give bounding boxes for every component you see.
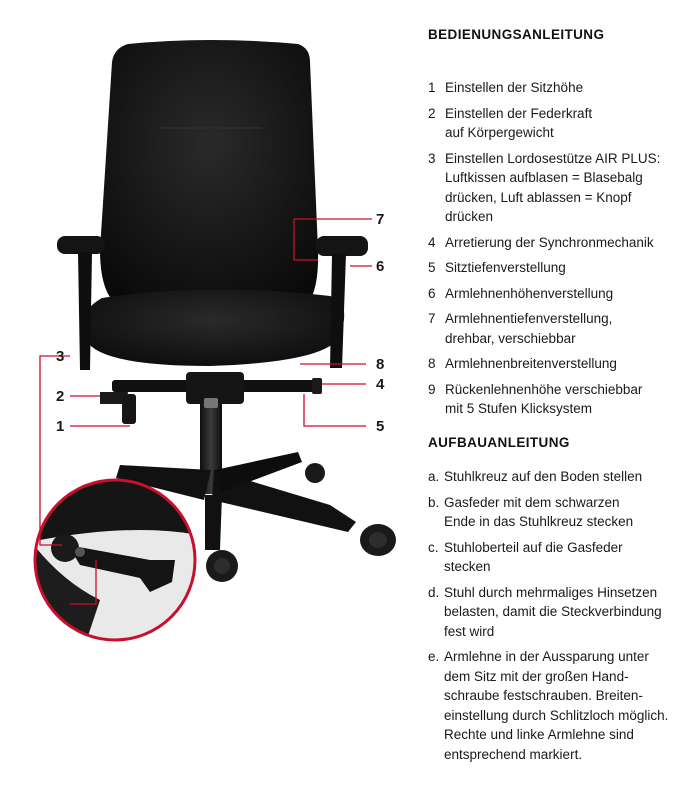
- list-item: [428, 78, 660, 98]
- list-item: [428, 467, 668, 487]
- item-number: 6: [428, 285, 436, 301]
- item-text-line: drehbar, verschiebbar: [445, 330, 576, 346]
- item-text-line: Armlehnenbreitenverstellung: [445, 356, 617, 371]
- item-text-line: einstellung durch Schlitzloch möglich.: [444, 707, 669, 723]
- item-text-line: mit 5 Stufen Klicksystem: [445, 401, 593, 416]
- item-text-line: Stuhl durch mehrmaliges Hinsetzen: [444, 584, 658, 600]
- item-number: 9: [428, 381, 436, 397]
- item-text-line: schraube festschrauben. Breiten-: [444, 688, 643, 703]
- callout-3: 3: [56, 348, 65, 365]
- item-text-line: drücken, Luft ablassen = Knopf: [445, 189, 632, 205]
- item-text-line: auf Körpergewicht: [445, 125, 554, 140]
- left-armrest-pad: [57, 236, 105, 254]
- list-item: [428, 583, 668, 642]
- item-text-line: Sitztiefenverstellung: [445, 260, 566, 275]
- item-number: 2: [428, 105, 436, 121]
- item-text-line: Gasfeder mit dem schwarzen: [444, 494, 620, 510]
- item-text-line: Rechte und linke Armlehne sind: [444, 727, 634, 742]
- detail-magnifier: [20, 468, 220, 660]
- item-text-line: belasten, damit die Steckverbindung: [444, 604, 662, 619]
- item-text-line: Armlehne in der Aussparung unter: [444, 649, 649, 664]
- callout-1: 1: [56, 418, 65, 435]
- item-text-line: stecken: [444, 559, 491, 574]
- list-item: [428, 258, 660, 278]
- callout-4: 4: [376, 376, 385, 393]
- item-text-line: fest wird: [444, 623, 495, 639]
- list-item: [428, 380, 660, 419]
- item-text-line: Luftkissen aufblasen = Blasebalg: [445, 170, 643, 185]
- right-armrest-pad: [316, 236, 368, 256]
- item-number: d.: [428, 584, 440, 600]
- item-text-line: Armlehnenhöhenverstellung: [445, 285, 614, 301]
- item-text-line: Einstellen Lordosestütze AIR PLUS:: [445, 150, 661, 166]
- seat: [83, 289, 344, 366]
- item-text-line: Einstellen der Sitzhöhe: [445, 80, 584, 95]
- list-item: [428, 309, 660, 348]
- assembly-heading: AUFBAUANLEITUNG: [428, 435, 570, 450]
- backrest: [100, 40, 318, 300]
- item-number: e.: [428, 649, 440, 664]
- item-number: 7: [428, 311, 436, 326]
- callout-8: 8: [376, 356, 385, 373]
- list-item: [428, 149, 660, 227]
- item-number: b.: [428, 494, 440, 510]
- item-text-line: Armlehnentiefenverstellung,: [445, 311, 613, 326]
- item-text-line: Stuhlkreuz auf den Boden stellen: [444, 469, 643, 484]
- item-text-line: Rückenlehnenhöhe verschiebbar: [445, 381, 643, 397]
- callout-8-detail: 8: [56, 596, 65, 613]
- assembly-list: [428, 467, 668, 770]
- item-number: 3: [428, 150, 436, 166]
- list-item: [428, 233, 660, 253]
- callout-5: 5: [376, 418, 385, 435]
- item-number: 1: [428, 80, 436, 95]
- callout-7: 7: [376, 211, 385, 228]
- operating-heading: BEDIENUNGSANLEITUNG: [428, 27, 605, 42]
- item-number: c.: [428, 539, 439, 555]
- list-item: [428, 284, 660, 304]
- callout-6: 6: [376, 258, 385, 275]
- list-item: [428, 493, 668, 532]
- item-text-line: Ende in das Stuhlkreuz stecken: [444, 514, 634, 529]
- item-number: 4: [428, 234, 436, 250]
- list-item: [428, 647, 668, 764]
- list-item: [428, 538, 668, 577]
- list-item: [428, 354, 660, 374]
- item-number: a.: [428, 469, 440, 484]
- list-item: [428, 104, 660, 143]
- item-text-line: entsprechend markiert.: [444, 746, 583, 762]
- item-number: 8: [428, 356, 436, 371]
- item-text-line: Stuhloberteil auf die Gasfeder: [444, 539, 623, 555]
- item-text-line: dem Sitz mit der großen Hand-: [444, 668, 629, 684]
- item-text-line: Arretierung der Synchronmechanik: [445, 234, 654, 250]
- operating-list: [428, 78, 660, 425]
- item-text-line: drücken: [445, 209, 494, 224]
- item-text-line: Einstellen der Federkraft: [445, 105, 593, 121]
- callout-2: 2: [56, 388, 65, 405]
- item-number: 5: [428, 260, 436, 275]
